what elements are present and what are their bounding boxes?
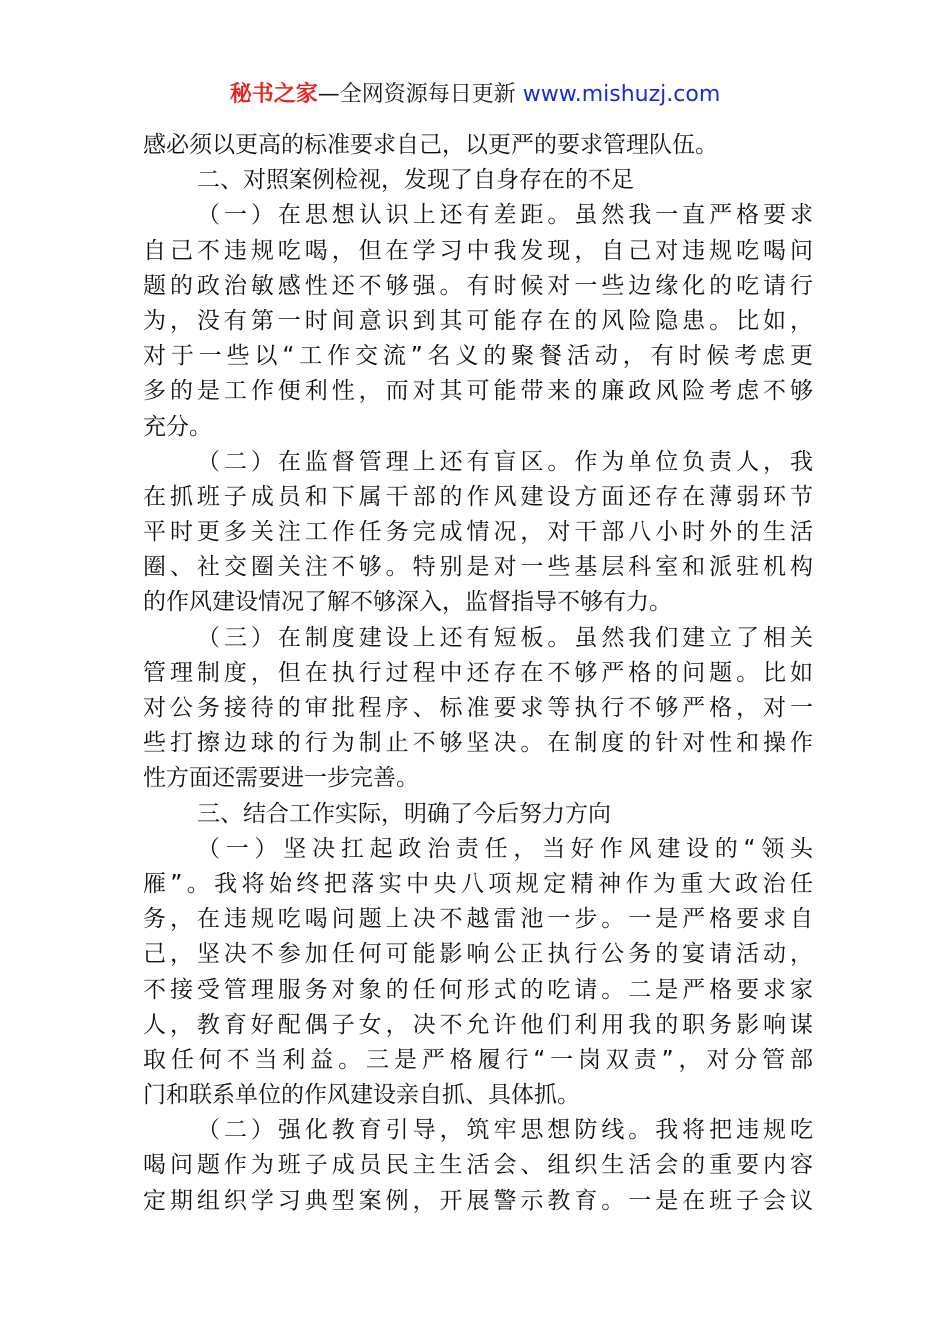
text-line: 三、结合工作实际，明确了今后努力方向 [197, 800, 611, 827]
text-line: （一）坚决扛起政治责任，当好作风建设的“领头 [197, 835, 813, 862]
brand-name: 秘书之家 [229, 82, 318, 107]
text-line: 对公务接待的审批程序、标准要求等执行不够严格，对一 [143, 695, 813, 721]
text-line: 己，坚决不参加任何可能影响公正执行公务的宴请活动， [143, 941, 813, 968]
text-line: 在抓班子成员和下属干部的作风建设方面还存在薄弱环节 [143, 483, 813, 510]
text-line: 的作风建设情况了解不够深入，监督指导不够有力。 [143, 589, 672, 616]
text-line: （三）在制度建设上还有短板。虽然我们建立了相关 [197, 624, 813, 651]
text-line: 圈、社交圈关注不够。特别是对一些基层科室和派驻机构 [143, 554, 813, 581]
text-line: 多的是工作便利性，而对其可能带来的廉政风险考虑不够 [143, 378, 813, 405]
text-line: 喝问题作为班子成员民主生活会、组织生活会的重要内容 [143, 1152, 813, 1179]
text-line: 感必须以更高的标准要求自己，以更严的要求管理队伍。 [143, 132, 718, 158]
text-line: 题的政治敏感性还不够强。有时候对一些边缘化的吃请行 [143, 272, 813, 299]
text-line: 不接受管理服务对象的任何形式的吃请。二是严格要求家 [143, 976, 813, 1003]
text-line: 为，没有第一时间意识到其可能存在的风险隐患。比如， [143, 307, 813, 334]
text-line: 务，在违规吃喝问题上决不越雷池一步。一是严格要求自 [143, 906, 813, 933]
text-line: 取任何不当利益。三是严格履行“一岗双责”，对分管部 [143, 1046, 813, 1073]
text-line: 人，教育好配偶子女，决不允许他们利用我的职务影响谋 [143, 1011, 813, 1038]
text-line: （二）在监督管理上还有盲区。作为单位负责人，我 [197, 448, 813, 475]
text-line: 些打擦边球的行为制止不够坚决。在制度的针对性和操作 [143, 730, 813, 757]
text-line: （一）在思想认识上还有差距。虽然我一直严格要求 [197, 202, 813, 229]
document-body [143, 128, 813, 1219]
text-line: 平时更多关注工作任务完成情况，对干部八小时外的生活 [143, 519, 813, 546]
text-line: 门和联系单位的作风建设亲自抓、具体抓。 [143, 1082, 580, 1109]
text-line: 管理制度，但在执行过程中还存在不够严格的问题。比如 [143, 659, 813, 686]
text-line: 充分。 [143, 413, 212, 440]
text-line: 对于一些以“工作交流”名义的聚餐活动，有时候考虑更 [143, 343, 813, 370]
site-url-link[interactable]: www.mishuzj.com [522, 82, 721, 107]
text-line: 雁”。我将始终把落实中央八项规定精神作为重大政治任 [143, 870, 813, 897]
text-line: 自己不违规吃喝，但在学习中我发现，自己对违规吃喝问 [143, 237, 813, 264]
text-line: 性方面还需要进一步完善。 [143, 765, 419, 792]
text-line: 定期组织学习典型案例，开展警示教育。一是在班子会议 [143, 1187, 813, 1214]
text-line: 二、对照案例检视，发现了自身存在的不足 [197, 167, 634, 194]
text-line: （二）强化教育引导，筑牢思想防线。我将把违规吃 [197, 1117, 813, 1144]
header-slogan: —全网资源每日更新 [317, 82, 516, 107]
site-header [0, 80, 950, 110]
